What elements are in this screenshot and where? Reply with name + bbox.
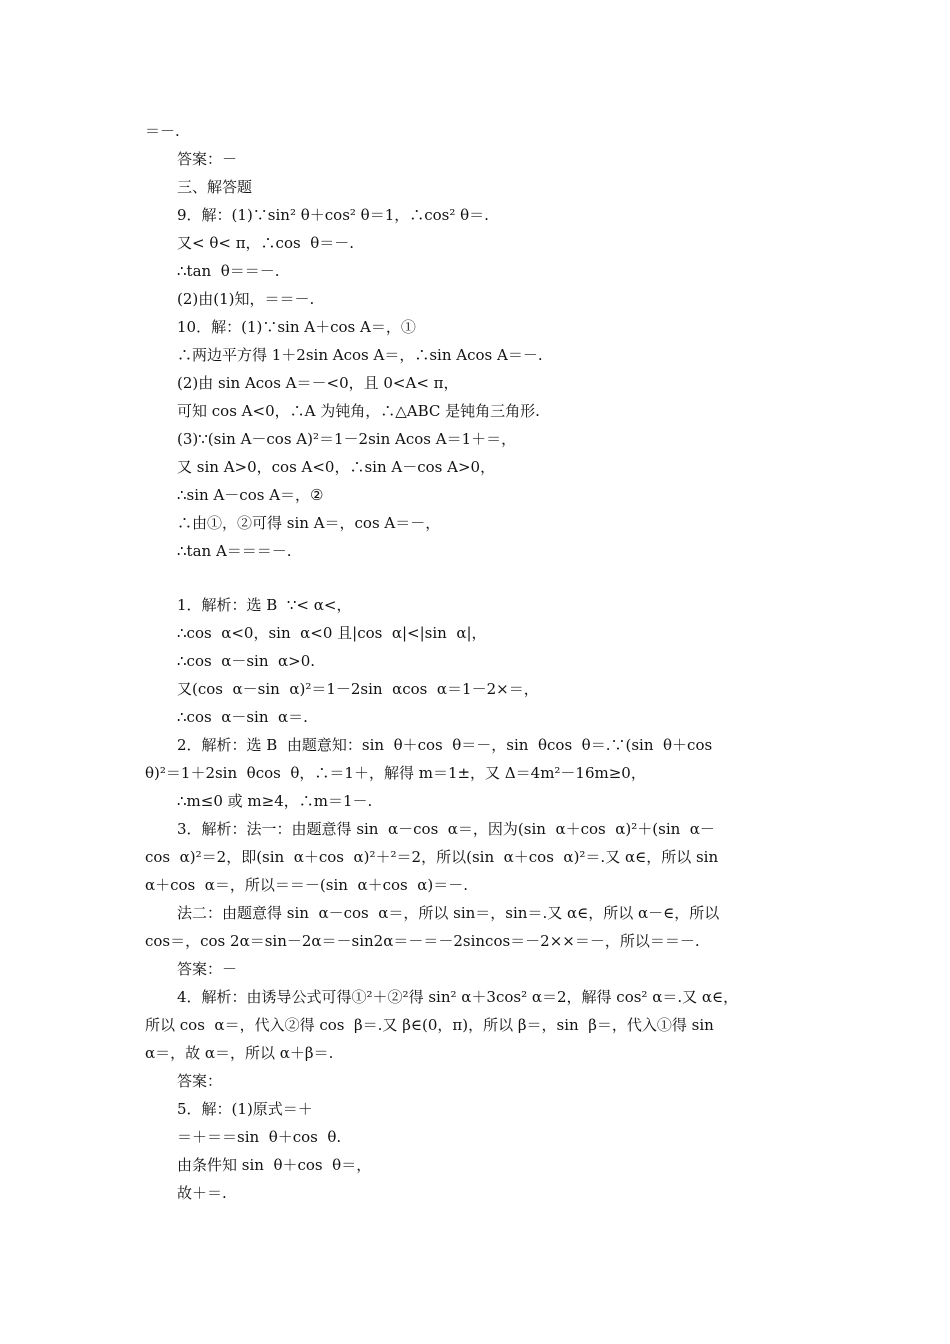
text-line: 2．解析：选 B 由题意知：sin θ＋cos θ＝－，sin θcos θ＝.∵(sin θ＋cos — [177, 736, 713, 754]
text-line: 答案： — [177, 1072, 223, 1090]
text-line: 答案：－ — [177, 150, 238, 168]
text-line: 可知 cos A<0，∴A 为钝角，∴△ABC 是钝角三角形. — [177, 402, 540, 420]
text-line: 由条件知 sin θ＋cos θ＝， — [177, 1156, 372, 1174]
text-line: cos α)²＝2，即(sin α＋cos α)²＋²＝2，所以(sin α＋cos α)²＝.又 α∈，所以 sin — [145, 848, 719, 866]
text-line: (3)∵(sin A－cos A)²＝1－2sin Acos A＝1＋＝， — [177, 430, 517, 448]
text-line: 又(cos α－sin α)²＝1－2sin αcos α＝1－2×＝， — [177, 680, 539, 698]
text-line: 答案：－ — [177, 960, 238, 978]
text-line: (2)由(1)知，＝＝－. — [177, 290, 315, 308]
section-heading: 三、解答题 — [177, 178, 253, 196]
text-line: ∴由①，②可得 sin A＝，cos A＝－， — [177, 514, 441, 532]
text-line: ＝＋＝＝sin θ＋cos θ. — [177, 1128, 342, 1146]
text-line: ∴cos α－sin α＝. — [177, 708, 308, 726]
text-line: 又 sin A>0，cos A<0，∴sin A－cos A>0， — [177, 458, 496, 476]
text-line: θ)²＝1＋2sin θcos θ，∴＝1＋，解得 m＝1±，又 Δ＝4m²－16m≥0， — [145, 764, 646, 782]
text-line: 所以 cos α＝，代入②得 cos β＝.又 β∈(0，π)，所以 β＝，sin β＝，代入①得 sin — [145, 1016, 714, 1034]
text-line: ∴两边平方得 1＋2sin Acos A＝，∴sin Acos A＝－. — [177, 346, 543, 364]
text-line: ∴cos α<0，sin α<0 且|cos α|<|sin α|， — [177, 624, 487, 642]
text-line: ∴tan θ＝＝－. — [177, 262, 280, 280]
text-line: (2)由 sin Acos A＝－<0，且 0<A< π， — [177, 374, 459, 392]
text-line: 故＋＝. — [177, 1184, 227, 1202]
text-line: ∴cos α－sin α>0. — [177, 652, 316, 670]
text-line: α＋cos α＝，所以＝＝－(sin α＋cos α)＝－. — [145, 876, 469, 894]
text-line: ＝－. — [145, 122, 180, 140]
text-line: ∴m≤0 或 m≥4，∴m＝1－. — [177, 792, 373, 810]
text-line: 又< θ< π，∴cos θ＝－. — [177, 234, 355, 252]
text-line: 3．解析：法一：由题意得 sin α－cos α＝，因为(sin α＋cos α)²＋(sin α－ — [177, 820, 715, 838]
text-line: α＝，故 α＝，所以 α＋β＝. — [145, 1044, 334, 1062]
text-line: 1．解析：选 B ∵< α<， — [177, 596, 352, 614]
text-line: 10．解：(1)∵sin A＋cos A＝，① — [177, 318, 416, 336]
text-line: ∴tan A＝＝＝－. — [177, 542, 292, 560]
text-line: ∴sin A－cos A＝，② — [177, 486, 324, 504]
text-line: 9．解：(1)∵sin² θ＋cos² θ＝1，∴cos² θ＝. — [177, 206, 489, 224]
text-line: cos＝，cos 2α＝sin－2α＝－sin2α＝－＝－2sincos＝－2××＝－，所以＝＝－. — [145, 932, 700, 950]
text-line: 4．解析：由诱导公式可得①²＋②²得 sin² α＋3cos² α＝2，解得 cos² α＝.又 α∈， — [177, 988, 739, 1006]
text-line: 5．解：(1)原式＝＋ — [177, 1100, 313, 1118]
text-line: 法二：由题意得 sin α－cos α＝，所以 sin＝，sin＝.又 α∈，所以 α－∈，所以 — [177, 904, 720, 922]
